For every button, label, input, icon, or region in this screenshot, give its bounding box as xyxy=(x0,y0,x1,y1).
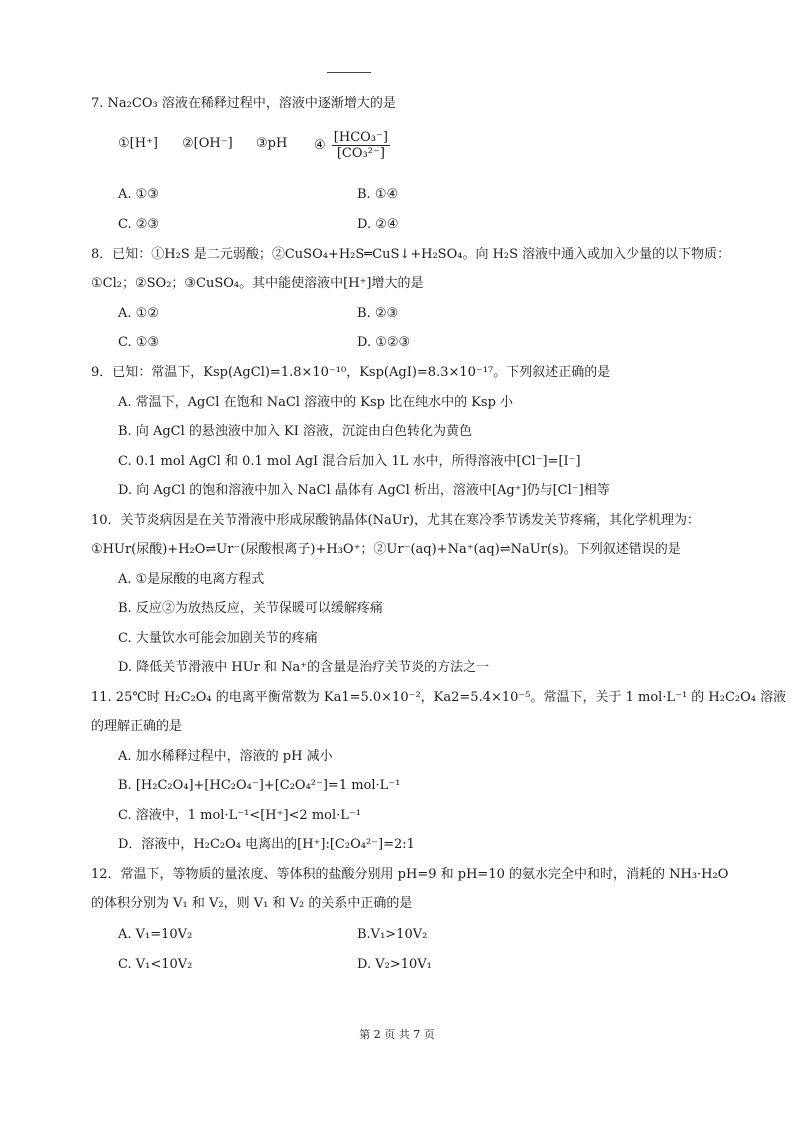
q7-fraction xyxy=(332,130,390,161)
q7-item-4-label: ④ xyxy=(314,138,326,153)
q7-fraction-denominator: [CO₃²⁻] xyxy=(336,146,385,161)
q8-option-d: D. ①②③ xyxy=(357,335,411,350)
q10-stem-line2: ①HUr(尿酸)+H₂O⇌Ur⁻(尿酸根离子)+H₃O⁺；②Ur⁻(aq)+Na⁺(aq)⇌NaUr(s)。下列叙述错误的是 xyxy=(91,542,681,557)
q11-option-c: C. 溶液中，1 mol·L⁻¹<[H⁺]<2 mol·L⁻¹ xyxy=(118,808,361,823)
q12-option-d: D. V₂>10V₁ xyxy=(357,957,432,972)
q11-stem-line1: 11. 25℃时 H₂C₂O₄ 的电离平衡常数为 Ka1=5.0×10⁻²，Ka2=5.4×10⁻⁵。常温下，关于 1 mol·L⁻¹ 的 H₂C₂O₄ 溶液 xyxy=(91,690,787,705)
q9-option-b: B. 向 AgCl 的悬浊液中加入 KI 溶液，沉淀由白色转化为黄色 xyxy=(118,424,473,439)
q7-fraction-numerator: [HCO₃⁻] xyxy=(333,130,388,145)
q12-option-b: B.V₁>10V₂ xyxy=(357,927,428,942)
q8-option-c: C. ①③ xyxy=(118,335,160,350)
q7-item-4 xyxy=(314,130,390,161)
q7-item-2: ②[OH⁻] xyxy=(182,136,233,151)
q7-stem: 7. Na₂CO₃ 溶液在稀释过程中，溶液中逐渐增大的是 xyxy=(91,96,396,111)
q9-option-a: A. 常温下，AgCl 在饱和 NaCl 溶液中的 Ksp 比在纯水中的 Ksp 小 xyxy=(118,395,514,410)
q12-stem-line2: 的体积分别为 V₁ 和 V₂，则 V₁ 和 V₂ 的关系中正确的是 xyxy=(91,896,413,911)
q8-stem-line1: 8．已知：①H₂S 是二元弱酸；②CuSO₄+H₂S═CuS↓+H₂SO₄。向 H₂S 溶液中通入或加入少量的以下物质： xyxy=(91,247,731,262)
q10-option-b: B. 反应②为放热反应，关节保暖可以缓解疼痛 xyxy=(118,601,383,616)
q9-option-c: C. 0.1 mol AgCl 和 0.1 mol AgI 混合后加入 1L 水中，所得溶液中[Cl⁻]=[I⁻] xyxy=(118,454,581,469)
q9-stem: 9．已知：常温下，Ksp(AgCl)=1.8×10⁻¹⁰，Ksp(AgI)=8.3×10⁻¹⁷。下列叙述正确的是 xyxy=(91,365,611,380)
q11-option-a: A. 加水稀释过程中，溶液的 pH 减小 xyxy=(118,749,333,764)
q12-option-c: C. V₁<10V₂ xyxy=(118,957,193,972)
header-rule xyxy=(327,72,371,73)
q8-stem-line2: ①Cl₂；②SO₂；③CuSO₄。其中能使溶液中[H⁺]增大的是 xyxy=(91,276,424,291)
q7-option-c: C. ②③ xyxy=(118,217,160,232)
q8-option-b: B. ②③ xyxy=(357,306,399,321)
q7-item-3: ③pH xyxy=(256,136,288,151)
q11-option-b: B. [H₂C₂O₄]+[HC₂O₄⁻]+[C₂O₄²⁻]=1 mol·L⁻¹ xyxy=(118,778,401,793)
q9-option-d: D. 向 AgCl 的饱和溶液中加入 NaCl 晶体有 AgCl 析出，溶液中[Ag⁺]仍与[Cl⁻]相等 xyxy=(118,483,610,498)
q11-stem-line2: 的理解正确的是 xyxy=(91,719,183,734)
q7-option-b: B. ①④ xyxy=(357,187,399,202)
q7-item-1: ①[H⁺] xyxy=(118,136,158,151)
q10-option-c: C. 大量饮水可能会加剧关节的疼痛 xyxy=(118,631,318,646)
q7-option-a: A. ①③ xyxy=(118,187,159,202)
q10-option-a: A. ①是尿酸的电离方程式 xyxy=(118,572,265,587)
q7-option-d: D. ②④ xyxy=(357,217,399,232)
q12-option-a: A. V₁=10V₂ xyxy=(118,927,193,942)
q11-option-d: D．溶液中，H₂C₂O₄ 电离出的[H⁺]:[C₂O₄²⁻]=2:1 xyxy=(118,837,415,852)
q10-option-d: D. 降低关节滑液中 HUr 和 Na⁺的含量是治疗关节炎的方法之一 xyxy=(118,660,490,675)
q12-stem-line1: 12．常温下，等物质的量浓度、等体积的盐酸分别用 pH=9 和 pH=10 的氨水完全中和时，消耗的 NH₃·H₂O xyxy=(91,867,729,882)
q8-option-a: A. ①② xyxy=(118,306,159,321)
page-footer: 第 2 页 共 7 页 xyxy=(359,1028,435,1041)
q10-stem-line1: 10．关节炎病因是在关节滑液中形成尿酸钠晶体(NaUr)，尤其在寒冷季节诱发关节疼痛，其化学机理为： xyxy=(91,513,700,528)
